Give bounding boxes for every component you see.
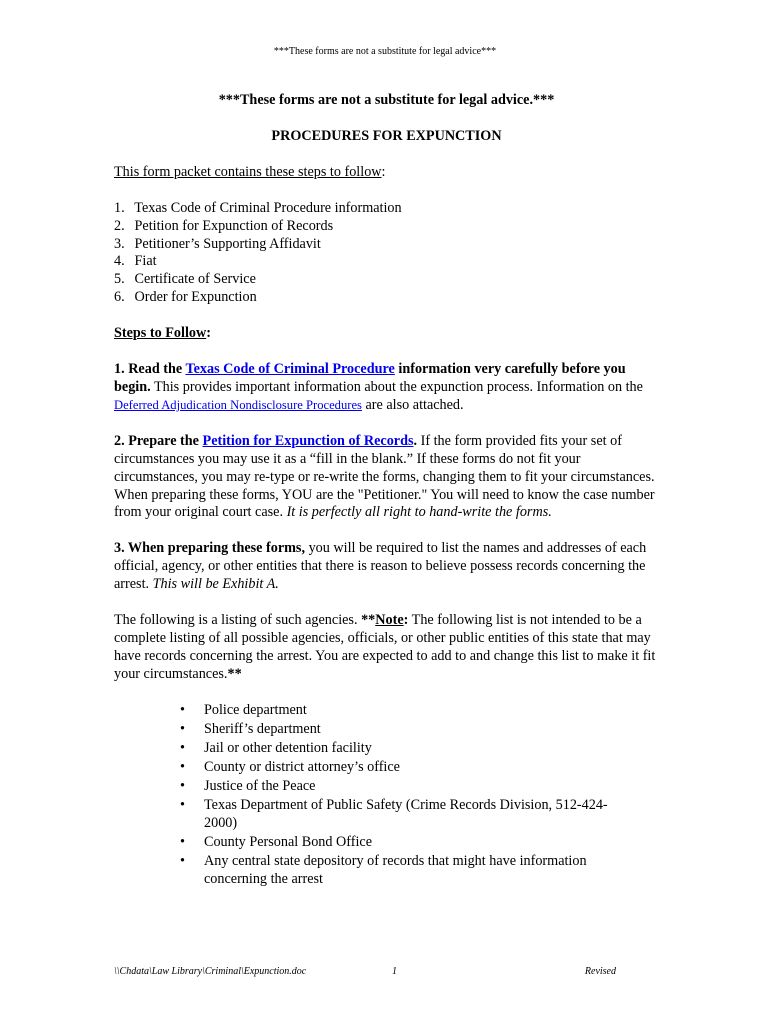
- step-3-paragraph: 3. When preparing these forms, you will be required to list the names and addresses of each official, agency, or other entities that there is reason to believe possess records concerning the arrest. This will be Exhibit A.: [114, 540, 647, 593]
- page-title: PROCEDURES FOR EXPUNCTION: [271, 127, 502, 144]
- list-item: 5. Certificate of Service: [114, 271, 256, 288]
- list-item: • Justice of the Peace: [180, 778, 316, 795]
- list-item: • County Personal Bond Office: [180, 834, 372, 851]
- bullet-icon: •: [180, 758, 185, 775]
- list-item: 6. Order for Expunction: [114, 289, 257, 306]
- bullet-icon: •: [180, 720, 185, 737]
- listing-note-paragraph: The following is a listing of such agencies. **Note: The following list is not intended to be a complete listing of all possible agencies, officials, or other public entities of this state that may have records concerning the arrest. You are expected to add to and change this list to make it fit your circumstances.**: [114, 612, 656, 682]
- list-item: • Jail or other detention facility: [180, 739, 372, 756]
- step-1-paragraph: 1. Read the Texas Code of Criminal Procedure information very carefully before you begin. This provides important information about the expunction process. Information on the Deferred Adjudication Nondisclosure Procedures are also attached.: [114, 361, 643, 413]
- footer-revised: Revised: [584, 966, 616, 977]
- list-item: • County or district attorney’s office: [180, 758, 400, 775]
- intro-text: This form packet contains these steps to follow: [114, 163, 382, 180]
- bullet-icon: •: [180, 834, 185, 851]
- bullet-icon: •: [180, 778, 185, 795]
- legal-disclaimer: ***These forms are not a substitute for legal advice.***: [218, 92, 555, 108]
- document-body: [114, 92, 659, 890]
- bullet-icon: •: [180, 853, 185, 870]
- list-item: 4. Fiat: [114, 253, 157, 270]
- list-item: • Sheriff’s department: [180, 720, 321, 737]
- step-list: [114, 200, 659, 307]
- agency-list: [180, 702, 640, 889]
- list-item: 3. Petitioner’s Supporting Affidavit: [114, 235, 321, 252]
- footer-file-path: \\Chdata\Law Library\Criminal\Expunction.doc: [114, 966, 307, 977]
- steps-heading: Steps to Follow:: [114, 325, 211, 342]
- petition-link[interactable]: Petition for Expunction of Records: [202, 432, 414, 449]
- bullet-icon: •: [180, 797, 185, 814]
- list-item: 2. Petition for Expunction of Records: [114, 217, 334, 234]
- page-header-note: ***These forms are not a substitute for legal advice***: [273, 46, 497, 57]
- code-of-criminal-procedure-link[interactable]: Texas Code of Criminal Procedure: [185, 361, 395, 378]
- note-label: Note: [375, 612, 404, 629]
- step-2-paragraph: 2. Prepare the Petition for Expunction of Records. If the form provided fits your set of circumstances you may use it as a “fill in the blank.” If these forms do not fit your circumstances, you may re-type or re-write the forms, changing them to fit your circumstances. When preparing these forms, YOU are the "Petitioner." You will need to know the case number from your original court case. It is perfectly all right to hand-write the forms.: [114, 432, 655, 521]
- bullet-icon: •: [180, 701, 185, 718]
- list-item: • Any central state depository of records that might have information concerning the arrest: [180, 853, 587, 888]
- bullet-icon: •: [180, 739, 185, 756]
- list-item: • Texas Department of Public Safety (Crime Records Division, 512-424-2000): [180, 797, 608, 832]
- footer-page-number: 1: [392, 966, 397, 977]
- nondisclosure-procedures-link[interactable]: Deferred Adjudication Nondisclosure Procedures: [114, 397, 362, 412]
- intro-line: This form packet contains these steps to follow:: [114, 163, 386, 180]
- list-item: • Police department: [180, 701, 307, 718]
- list-item: 1. Texas Code of Criminal Procedure information: [114, 199, 402, 216]
